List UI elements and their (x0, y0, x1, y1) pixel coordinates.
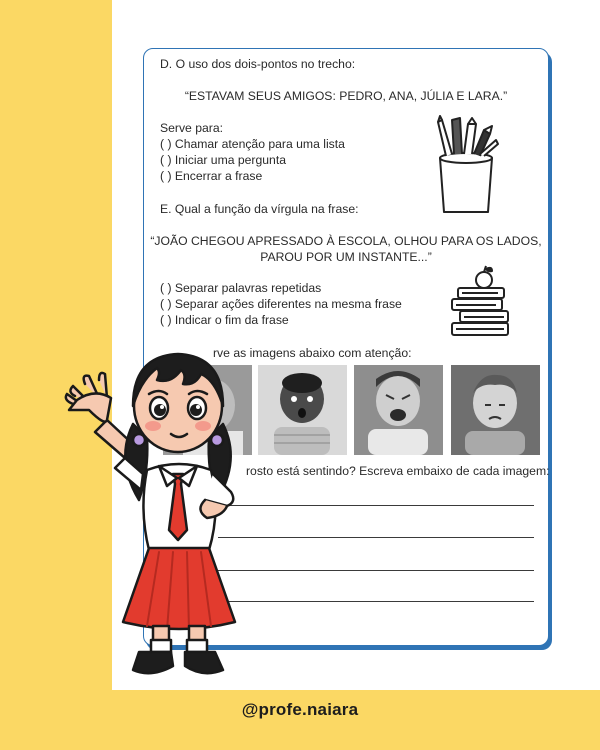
question-d-option-3[interactable]: ( ) Encerrar a frase (160, 169, 263, 183)
photo-child-surprised (258, 365, 347, 455)
question-d-option-1[interactable]: ( ) Chamar atenção para uma lista (160, 137, 345, 151)
answer-line-3[interactable] (218, 570, 534, 571)
answer-line-1[interactable] (218, 505, 534, 506)
photo-child-crying (354, 365, 443, 455)
pencil-cup-icon (432, 116, 502, 216)
question-e-option-1[interactable]: ( ) Separar palavras repetidas (160, 281, 322, 295)
author-handle[interactable]: @profe.naiara (241, 700, 359, 719)
answer-line-2[interactable] (218, 537, 534, 538)
observe-images-text: rve as imagens abaixo com atenção: (213, 346, 412, 360)
question-e-option-3[interactable]: ( ) Indicar o fim da frase (160, 313, 289, 327)
feeling-question-text: rosto está sentindo? Escreva embaixo de cada imagem: (246, 464, 550, 478)
answer-line-4[interactable] (218, 601, 534, 602)
question-e-quote-line1: “JOÃO CHEGOU APRESSADO À ESCOLA, OLHOU PARA OS LADOS, (150, 234, 542, 248)
bottom-band (0, 690, 600, 750)
question-e-quote-line2: PAROU POR UM INSTANTE...” (260, 250, 432, 264)
question-d-title: D. O uso dos dois-pontos no trecho: (160, 57, 356, 71)
question-d-prompt: Serve para: (160, 121, 224, 135)
question-e-option-2[interactable]: ( ) Separar ações diferentes na mesma frase (160, 297, 402, 311)
question-d-quote: “ESTAVAM SEUS AMIGOS: PEDRO, ANA, JÚLIA E LARA.” (184, 89, 508, 103)
question-e-title: E. Qual a função da vírgula na frase: (160, 202, 359, 216)
books-apple-icon (448, 266, 514, 342)
cartoon-girl-illustration (55, 340, 255, 685)
question-d-option-2[interactable]: ( ) Iniciar uma pergunta (160, 153, 286, 167)
photo-child-sad (451, 365, 540, 455)
